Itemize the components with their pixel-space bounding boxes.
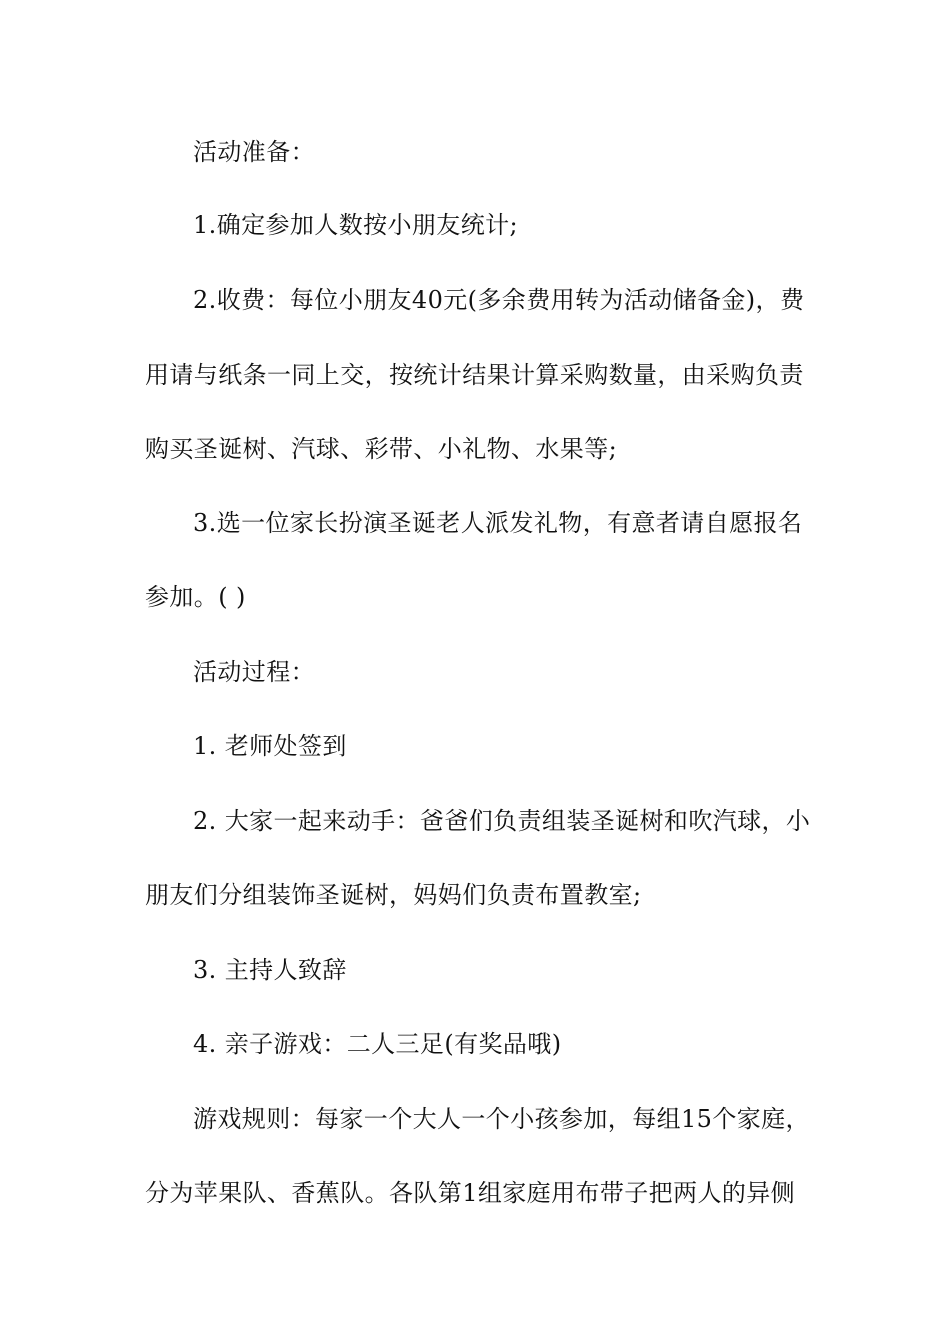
- paragraph-line: 分为苹果队、香蕉队。各队第1组家庭用布带子把两人的异侧: [145, 1179, 796, 1207]
- paragraph-line: 3.选一位家长扮演圣诞老人派发礼物，有意者请自愿报名: [193, 509, 803, 537]
- paragraph-line: 用请与纸条一同上交，按统计结果计算采购数量，由采购负责: [145, 361, 804, 389]
- paragraph-line: 朋友们分组装饰圣诞树，妈妈们负责布置教室;: [145, 881, 642, 909]
- paragraph-line: 购买圣诞树、汽球、彩带、小礼物、水果等;: [145, 435, 618, 463]
- paragraph-line: 1.确定参加人数按小朋友统计;: [193, 211, 518, 239]
- heading-process: 活动过程：: [193, 658, 315, 686]
- paragraph-line: 3. 主持人致辞: [193, 956, 347, 984]
- heading-preparation: 活动准备：: [193, 138, 315, 166]
- paragraph-line: 2. 大家一起来动手：爸爸们负责组装圣诞树和吹汽球，小: [193, 807, 811, 835]
- paragraph-line: 4. 亲子游戏：二人三足(有奖品哦): [193, 1030, 562, 1058]
- paragraph-line: 1. 老师处签到: [193, 732, 347, 760]
- paragraph-line: 游戏规则：每家一个大人一个小孩参加，每组15个家庭，: [193, 1105, 810, 1133]
- paragraph-line: 参加。( ): [145, 583, 246, 611]
- paragraph-line: 2.收费：每位小朋友40元(多余费用转为活动储备金)，费: [193, 286, 805, 314]
